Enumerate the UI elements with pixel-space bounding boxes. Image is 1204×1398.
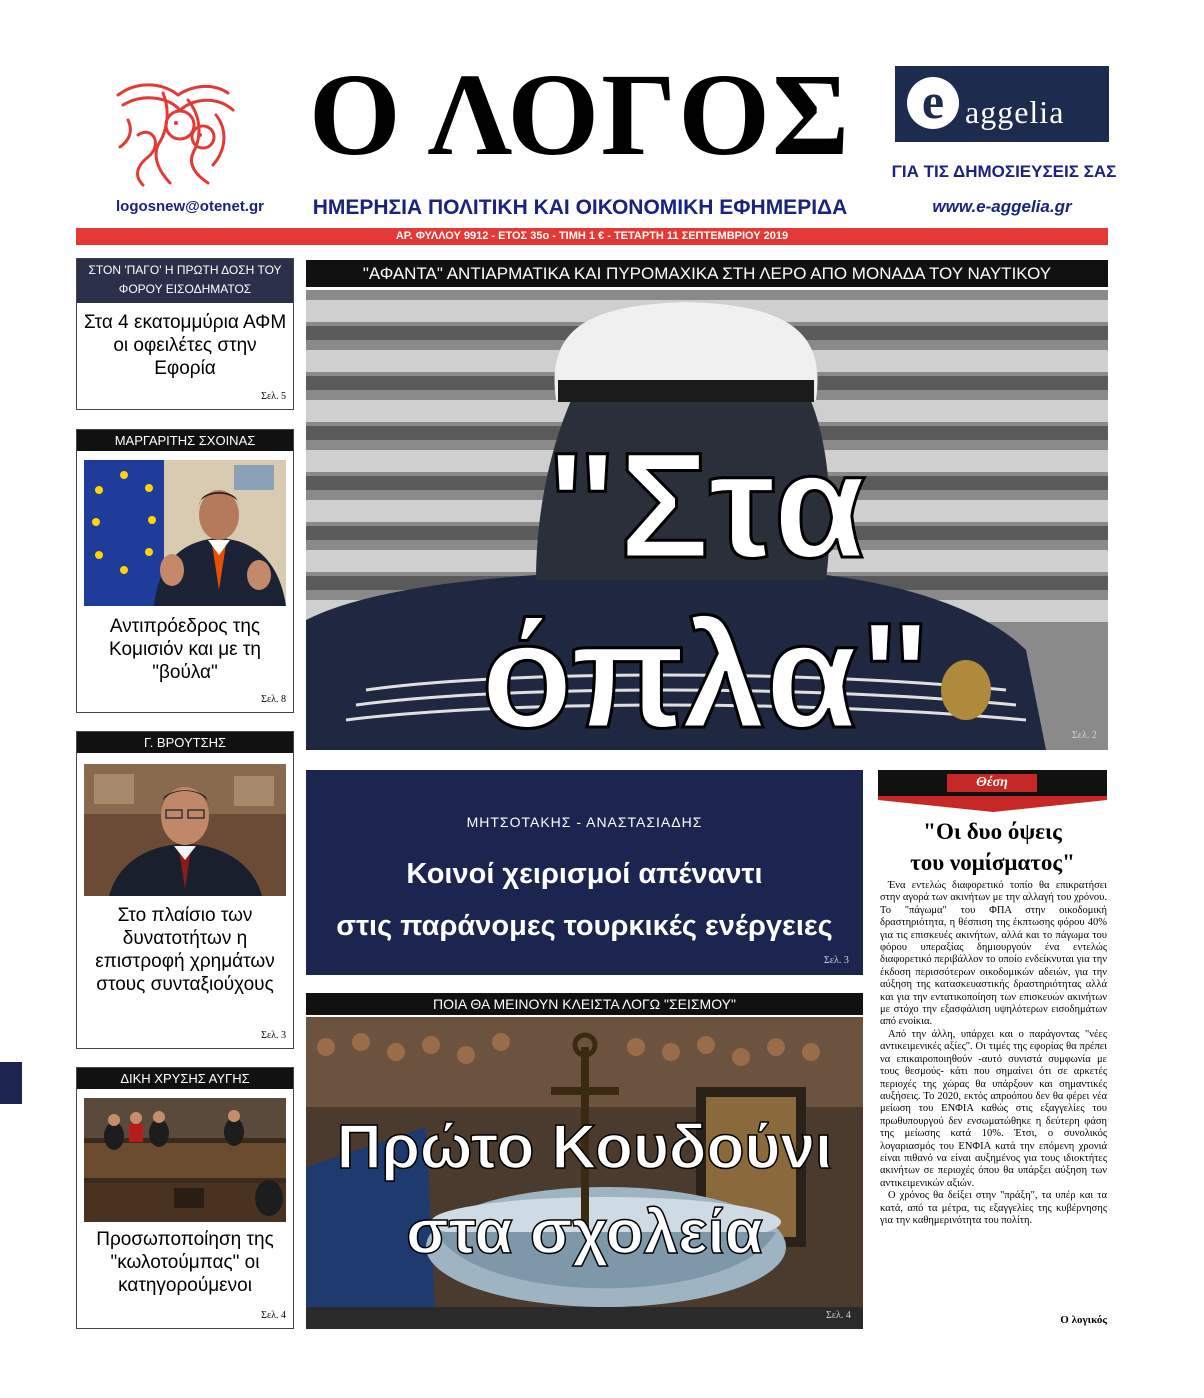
sidebar-story-golden-dawn[interactable] bbox=[76, 1067, 294, 1329]
editorial-body bbox=[880, 880, 1107, 1227]
second-story[interactable] bbox=[306, 770, 863, 975]
photo-courtroom bbox=[84, 1098, 286, 1222]
newspaper-subtitle: ΗΜΕΡΗΣΙΑ ΠΟΛΙΤΙΚΗ ΚΑΙ ΟΙΚΟΝΟΜΙΚΗ ΕΦΗΜΕΡΙΔΑ bbox=[312, 196, 848, 219]
newspaper-logo-illustration bbox=[108, 75, 243, 190]
editorial-title-line-1: "Οι δυο όψεις bbox=[923, 819, 1062, 844]
editorial-signature: Ο λογικός bbox=[1060, 1314, 1107, 1326]
photo-vroutsis bbox=[84, 764, 286, 896]
lead-kicker: "ΑΦΑΝΤΑ" ΑΝΤΙΑΡΜΑΤΙΚΑ ΚΑΙ ΠΥΡΟΜΑΧΙΚΑ ΣΤΗ ΛΕΡΟ ΑΠΟ ΜΟΝΑΔΑ ΤΟΥ ΝΑΥΤΙΚΟΥ bbox=[306, 260, 1108, 287]
eaggelia-logo-letter: e bbox=[907, 77, 959, 129]
page-reference: Σελ. 3 bbox=[261, 1030, 286, 1041]
sidebar-story-schinas[interactable] bbox=[76, 429, 294, 713]
photo-schinas bbox=[84, 460, 286, 606]
story-headline: Στο πλαίσιο των δυνατοτήτων η επιστροφή χρημάτων στους συνταξιούχους bbox=[95, 905, 275, 995]
eaggelia-logo-text: aggelia bbox=[965, 94, 1065, 130]
third-headline-line-1: Πρώτο Κουδούνι bbox=[336, 1113, 833, 1182]
advert-tagline: ΓΙΑ ΤΙΣ ΔΗΜΟΣΙΕΥΣΕΙΣ ΣΑΣ bbox=[891, 162, 1117, 181]
contact-email[interactable]: logosnew@otenet.gr bbox=[116, 198, 264, 215]
page-reference: Σελ. 8 bbox=[261, 694, 286, 705]
story-kicker: Γ. ΒΡΟΥΤΣΗΣ bbox=[77, 732, 293, 753]
editorial-label: Θέση bbox=[947, 774, 1037, 792]
story-headline: Αντιπρόεδρος της Κομισιόν και με τη "βούλα" bbox=[109, 616, 261, 683]
issue-line: ΑΡ. ΦΥΛΛΟΥ 9912 - ΕΤΟΣ 35ο - ΤΙΜΗ 1 € - ΤΕΤΑΡΤΗ 11 ΣΕΠΤΕΜΒΡΙΟΥ 2019 bbox=[395, 230, 789, 242]
editorial-paragraph: Ο χρόνος θα δείξει στην "πράξη", τα υπέρ και τα κατά, από τα μέτρα, τις εξαγγελίες της κυβέρνησης για την καθημερινότητα του πολίτη. bbox=[880, 1190, 1107, 1226]
story-kicker: ΣΤΟΝ 'ΠΑΓΟ' Η ΠΡΩΤΗ ΔΟΣΗ ΤΟΥ ΦΟΡΟΥ ΕΙΣΟΔΗΜΑΤΟΣ bbox=[77, 259, 293, 303]
third-headline bbox=[306, 1105, 863, 1275]
story-headline: Προσωποποίηση της "κωλοτούμπας" οι κατηγορούμενοι bbox=[96, 1229, 274, 1296]
editorial-title bbox=[878, 816, 1107, 878]
eaggelia-advert[interactable] bbox=[895, 66, 1109, 142]
sidebar-story-vroutsis[interactable] bbox=[76, 731, 294, 1049]
lead-headline: "Στα όπλα" bbox=[481, 421, 933, 759]
second-kicker: ΜΗΤΣΟΤΑΚΗΣ - ΑΝΑΣΤΑΣΙΑΔΗΣ bbox=[466, 814, 703, 830]
sidebar-story-tax[interactable] bbox=[76, 258, 294, 410]
story-kicker: ΜΑΡΓΑΡΙΤΗΣ ΣΧΟΙΝΑΣ bbox=[77, 430, 293, 451]
page-edge-marker bbox=[0, 1062, 22, 1104]
story-headline: Στα 4 εκατομμύρια ΑΦΜ οι οφειλέτες στην Εφορία bbox=[83, 312, 287, 379]
second-headline-line-1: Κοινοί χειρισμοί απέναντι bbox=[406, 858, 763, 890]
second-page-reference: Σελ. 3 bbox=[824, 955, 849, 966]
page-reference: Σελ. 4 bbox=[261, 1310, 286, 1321]
third-kicker: ΠΟΙΑ ΘΑ ΜΕΙΝΟΥΝ ΚΛΕΙΣΤΑ ΛΟΓΩ "ΣΕΙΣΜΟΥ" bbox=[306, 993, 863, 1015]
newspaper-title: Ο ΛΟΓΟΣ bbox=[308, 49, 852, 180]
second-headline-line-2: στις παράνομες τουρκικές ενέργειες bbox=[336, 910, 833, 942]
lead-page-reference: Σελ. 2 bbox=[1072, 730, 1097, 741]
editorial-paragraph: Ένα εντελώς διαφορετικό τοπίο θα επικρατήσει στην αγορά των ακινήτων με την αλλαγή του χρόνου. Το "πάγωμα" του ΦΠΑ στην οικοδομική δραστηριότητα, η θέσπιση της έκπτωσης φόρου 40% για τις επισκευές ακινήτων, αλλά και το πάγωμα του φόρου υπεραξίας δημιουργούν ένα εντελώς διαφορετικό περιβάλλον το οποίο ενδείκνυται για την έκδοση περισσότερων οικοδομικών αδειών, για την αύξηση της κατασκευαστικής δραστηριότητας αλλά και για την εντατικοποίηση των επισκευών ακινήτων με στόχο την εξασφάλιση υψηλότερων εισοδημάτων από ενοίκια. bbox=[880, 880, 1107, 1028]
second-headline bbox=[306, 848, 863, 952]
editorial-wedge-divider bbox=[878, 796, 1107, 812]
editorial-paragraph: Από την άλλη, υπάρχει και ο παράγοντας "νέες αντικειμενικές αξίες". Οι τιμές της εφορίας θα πρέπει να επικαιροποιηθούν -αυτό συνιστά συμφωνία με τους θεσμούς- κάτι που σημαίνει ότι σε αρκετές περιοχές της χώρας θα υπάρξουν και σημαντικές αυξήσεις. Το 2020, εκτός απροόπου δεν θα φέρει νέα μείωση του ΕΝΦΙΑ καθώς στις εξαγγελίες του πρωθυπουργού δεν ενσωματώθηκε η δεύτερη φάση της μείωσης κατά 10%. Έτσι, ο συνολικός λογαριασμός του ΕΝΦΙΑ κατά την επόμενη χρονιά είναι πιθανό να είναι αυξημένος για τους ιδιοκτήτες ακινήτων σε περιοχές όπου θα υπάρξει αύξηση των αντικειμενικών αξιών. bbox=[880, 1028, 1107, 1189]
third-headline-line-2: στα σχολεία bbox=[406, 1198, 763, 1267]
editorial-title-line-2: του νομίσματος" bbox=[910, 850, 1075, 875]
story-kicker: ΔΙΚΗ ΧΡΥΣΗΣ ΑΥΓΗΣ bbox=[77, 1068, 293, 1089]
advert-url[interactable]: www.e-aggelia.gr bbox=[932, 197, 1072, 216]
page-reference: Σελ. 5 bbox=[261, 391, 286, 402]
third-page-reference: Σελ. 4 bbox=[826, 1310, 851, 1321]
